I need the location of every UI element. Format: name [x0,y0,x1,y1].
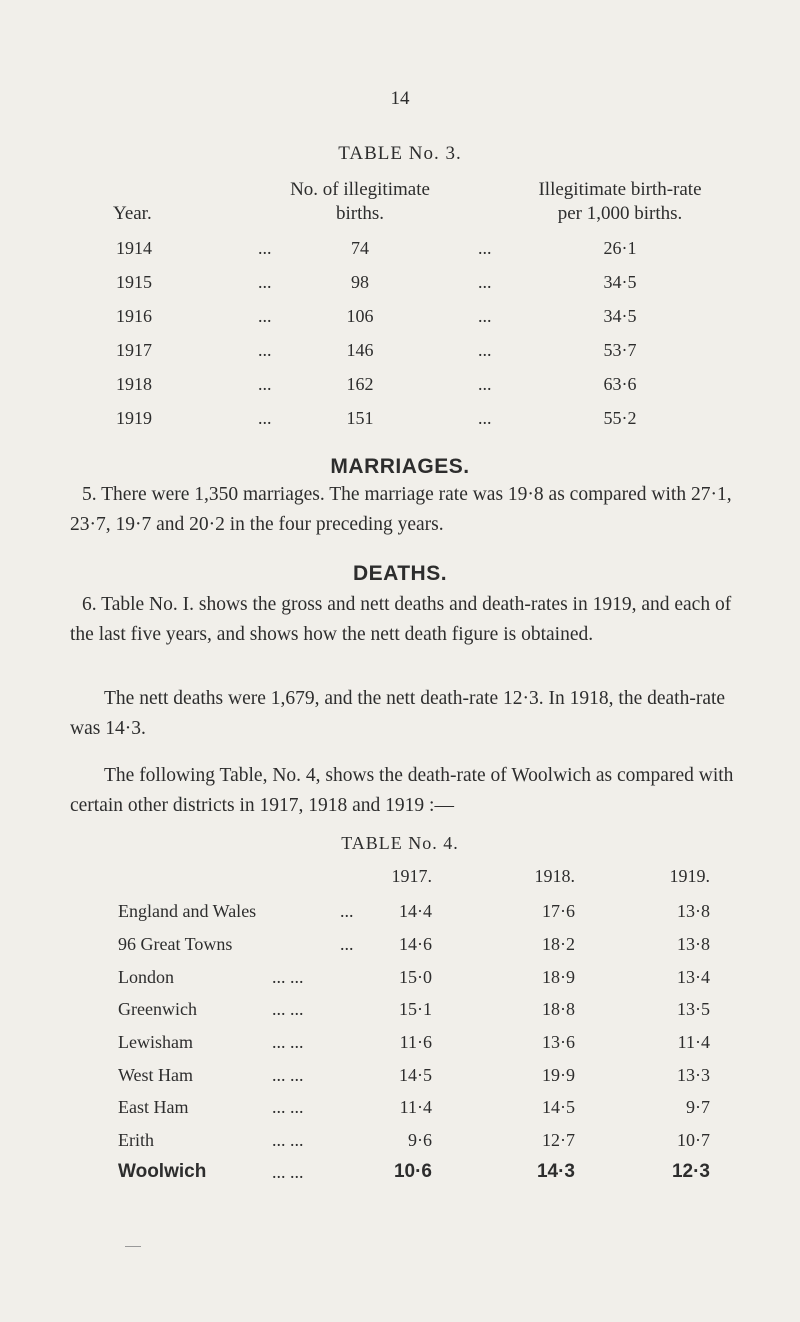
rate-1918: 18·9 [542,967,575,987]
dots: ... ... [272,999,304,1019]
dots: ... ... [272,1130,304,1150]
rate-1918: 19·9 [542,1065,575,1085]
dots: ... [478,238,492,258]
rate-1917: 11·4 [399,1097,432,1117]
rate-cell: 26·1 [603,238,637,258]
rate-1917: 11·6 [399,1032,432,1052]
dots: ... ... [272,1032,304,1052]
rate-header-line2: per 1,000 births. [557,203,683,224]
dots: ... [478,272,492,292]
district-name: West Ham [118,1065,194,1085]
marriages-paragraph: 5. There were 1,350 marriages. The marriage rate was 19·8 as compared with 27·1, 23·7, 19·7 and 20·2 in the four preceding years. [70,484,732,535]
rate-1917: 14·6 [399,934,432,954]
births-cell: 74 [351,238,369,258]
dots: ... [258,408,272,428]
dots: ... [258,374,272,394]
district-name: Greenwich [118,999,197,1019]
rate-1919: 13·8 [677,901,710,921]
year-cell: 1914 [116,238,152,258]
dots: ... [478,340,492,360]
rate-1919: 9·7 [686,1097,710,1117]
dots: ... [258,306,272,326]
year-header-1918: 1918. [534,866,575,886]
rate-cell: 53·7 [603,340,637,360]
year-cell: 1918 [116,374,152,394]
dots: ... [340,934,354,954]
dots: ... [258,340,272,360]
district-name: East Ham [118,1097,189,1117]
rate-1919: 12·3 [671,1161,710,1182]
district-name: Woolwich [118,1161,207,1182]
rate-1918: 18·8 [542,999,575,1019]
dots: ... [258,272,272,292]
district-name: 96 Great Towns [118,934,233,954]
rate-1917: 9·6 [408,1130,432,1150]
rate-1917: 14·4 [399,901,432,921]
table-3-title: TABLE No. 3. [338,143,462,164]
rate-1918: 12·7 [542,1130,575,1150]
rate-1919: 10·7 [677,1130,710,1150]
births-cell: 146 [346,340,374,360]
dots: ... [258,238,272,258]
rate-1919: 13·4 [677,967,710,987]
rate-1918: 13·6 [542,1032,575,1052]
table-4-title: TABLE No. 4. [341,833,459,853]
year-cell: 1919 [116,408,152,428]
dots: ... ... [272,1162,304,1182]
rate-header-line1: Illegitimate birth-rate [538,179,702,200]
births-cell: 151 [346,408,374,428]
district-name: Erith [118,1130,154,1150]
rate-1917: 10·6 [393,1161,432,1182]
dots: ... [478,306,492,326]
dots: ... ... [272,1065,304,1085]
births-cell: 162 [346,374,374,394]
district-name: England and Wales [118,901,257,921]
dots: ... ... [272,1097,304,1117]
rate-cell: 55·2 [603,408,637,428]
dots: ... [340,901,354,921]
year-header: Year. [113,203,152,224]
district-name: London [118,967,174,987]
deaths-heading: DEATHS. [352,562,448,585]
births-cell: 98 [351,272,369,292]
rate-1918: 17·6 [542,901,575,921]
dots: ... ... [272,967,304,987]
page-number: 14 [390,88,410,109]
rate-1919: 11·4 [677,1032,710,1052]
rate-cell: 34·5 [603,272,637,292]
rate-1918: 14·5 [542,1097,575,1117]
dots: ... [478,374,492,394]
rate-1919: 13·3 [677,1065,710,1085]
year-header-1917: 1917. [391,866,432,886]
births-header-line1: No. of illegitimate [290,179,430,200]
rate-1919: 13·8 [677,934,710,954]
rate-cell: 34·5 [603,306,637,326]
deaths-paragraph-3: The following Table, No. 4, shows the death-rate of Woolwich as compared with certain other districts in 1917, 1918 and 1919 :— [70,765,734,816]
births-header-line2: births. [335,203,385,224]
rate-1919: 13·5 [677,999,710,1019]
year-cell: 1916 [116,306,152,326]
rate-1917: 15·0 [399,967,432,987]
rate-1917: 14·5 [399,1065,432,1085]
marriages-heading: MARRIAGES. [330,455,470,478]
divider-mark [125,1246,141,1247]
rate-1917: 15·1 [399,999,432,1019]
year-cell: 1915 [116,272,152,292]
year-cell: 1917 [116,340,152,360]
deaths-paragraph-1: 6. Table No. I. shows the gross and nett deaths and death-rates in 1919, and each of the last five years, and shows how the nett death figure is obtained. [70,594,732,645]
deaths-paragraph-2: The nett deaths were 1,679, and the nett death-rate 12·3. In 1918, the death-rate was 14·3. [70,688,726,739]
year-header-1919: 1919. [669,866,710,886]
rate-1918: 18·2 [542,934,575,954]
rate-cell: 63·6 [603,374,637,394]
rate-1918: 14·3 [536,1161,575,1182]
dots: ... [478,408,492,428]
births-cell: 106 [346,306,374,326]
district-name: Lewisham [118,1032,193,1052]
